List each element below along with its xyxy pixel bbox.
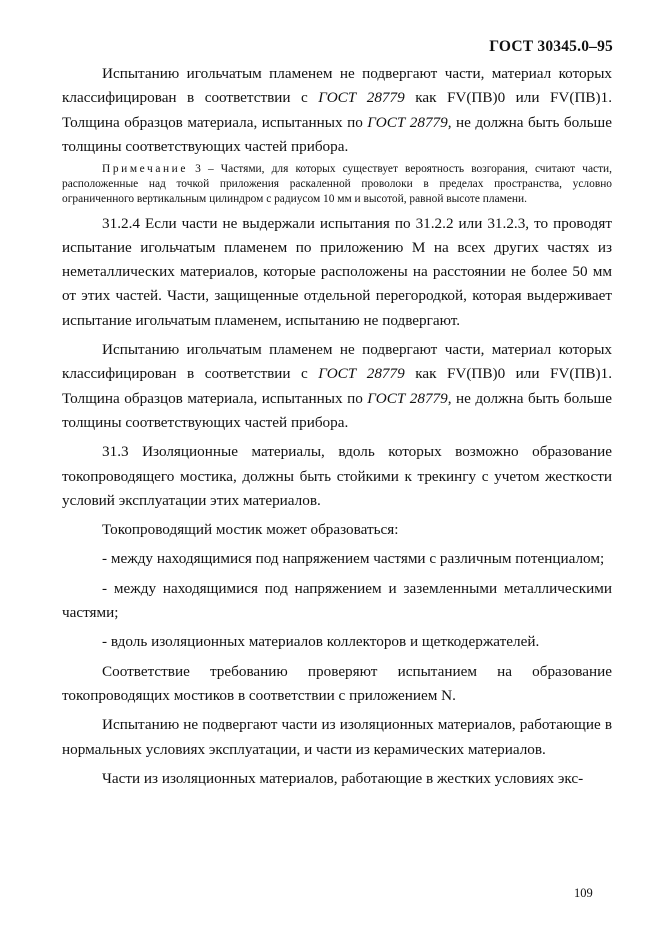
paragraph-31-2-4: 31.2.4 Если части не выдержали испытания по 31.2.2 или 31.2.3, то проводят испытание игольчатым пламенем по приложению М на всех других частях из неметаллических материалов, которые расположены на расстоянии не более 50 мм от этих частей. Части, защищенные отдельной перегородкой, которая выдерживает испытание игольчатым пламенем, испытанию не подвергают.	[62, 214, 612, 329]
standard-header: ГОСТ 30345.0–95	[489, 38, 613, 55]
gost-reference: ГОСТ 28779	[367, 113, 448, 131]
paragraph-severe-conditions: Части из изоляционных материалов, работающие в жестких условиях экс-	[102, 769, 584, 787]
text-span: , не должна быть больше толщины соответствующих частей прибора.	[62, 389, 612, 431]
note-label: Примечание	[102, 163, 189, 176]
text-span: Испытанию игольчатым пламенем не подвергают части, материал которых классифицирован в соответствии с	[62, 341, 612, 383]
gost-reference: ГОСТ 28779	[318, 365, 405, 383]
paragraph-needle-flame-exemption-2	[62, 338, 612, 435]
gost-reference: ГОСТ 28779	[318, 89, 405, 107]
paragraph-needle-flame-exemption-1	[62, 62, 612, 159]
body-text	[62, 62, 612, 791]
list-item-earthed-parts: - между находящимися под напряжением и заземленными металлическими частями;	[62, 579, 612, 622]
paragraph-31-3: 31.3 Изоляционные материалы, вдоль которых возможно образование токопроводящего мостика, должны быть стойкими к трекингу с учетом жесткости условий эксплуатации этих материалов.	[62, 443, 612, 509]
paragraph-not-tested: Испытанию не подвергают части из изоляционных материалов, работающие в нормальных условиях эксплуатации, и части из керамических материалов.	[62, 716, 612, 758]
note-3	[62, 162, 612, 206]
note-text: 3 – Частями, для которых существует вероятность возгорания, считают части, расположенные над точкой приложения раскаленной проволоки в пределах пространства, условно ограниченного вертикальным цилиндром с радиусом 10 мм и высотой, равной высоте пламени.	[62, 163, 612, 205]
gost-reference: ГОСТ 28779	[367, 389, 448, 407]
paragraph-bridge-intro: Токопроводящий мостик может образоваться:	[102, 521, 399, 539]
text-span: Испытанию игольчатым пламенем не подвергают части, материал которых классифицирован в соответствии с	[62, 65, 612, 107]
text-span: как FV(ПВ)0 или FV(ПВ)1. Толщина образцов материала, испытанных по	[62, 365, 613, 407]
page-number: 109	[574, 886, 593, 900]
list-item-commutators: - вдоль изоляционных материалов коллекторов и щеткодержателей.	[102, 633, 540, 651]
list-item-different-potential: - между находящимися под напряжением частями с различным потенциалом;	[102, 550, 605, 568]
paragraph-compliance-check: Соответствие требованию проверяют испытанием на образование токопроводящих мостиков в соответствии с приложением N.	[62, 662, 612, 704]
text-span: как FV(ПВ)0 или FV(ПВ)1. Толщина образцов материала, испытанных по	[62, 89, 613, 131]
text-span: , не должна быть больше толщины соответствующих частей прибора.	[62, 113, 612, 155]
